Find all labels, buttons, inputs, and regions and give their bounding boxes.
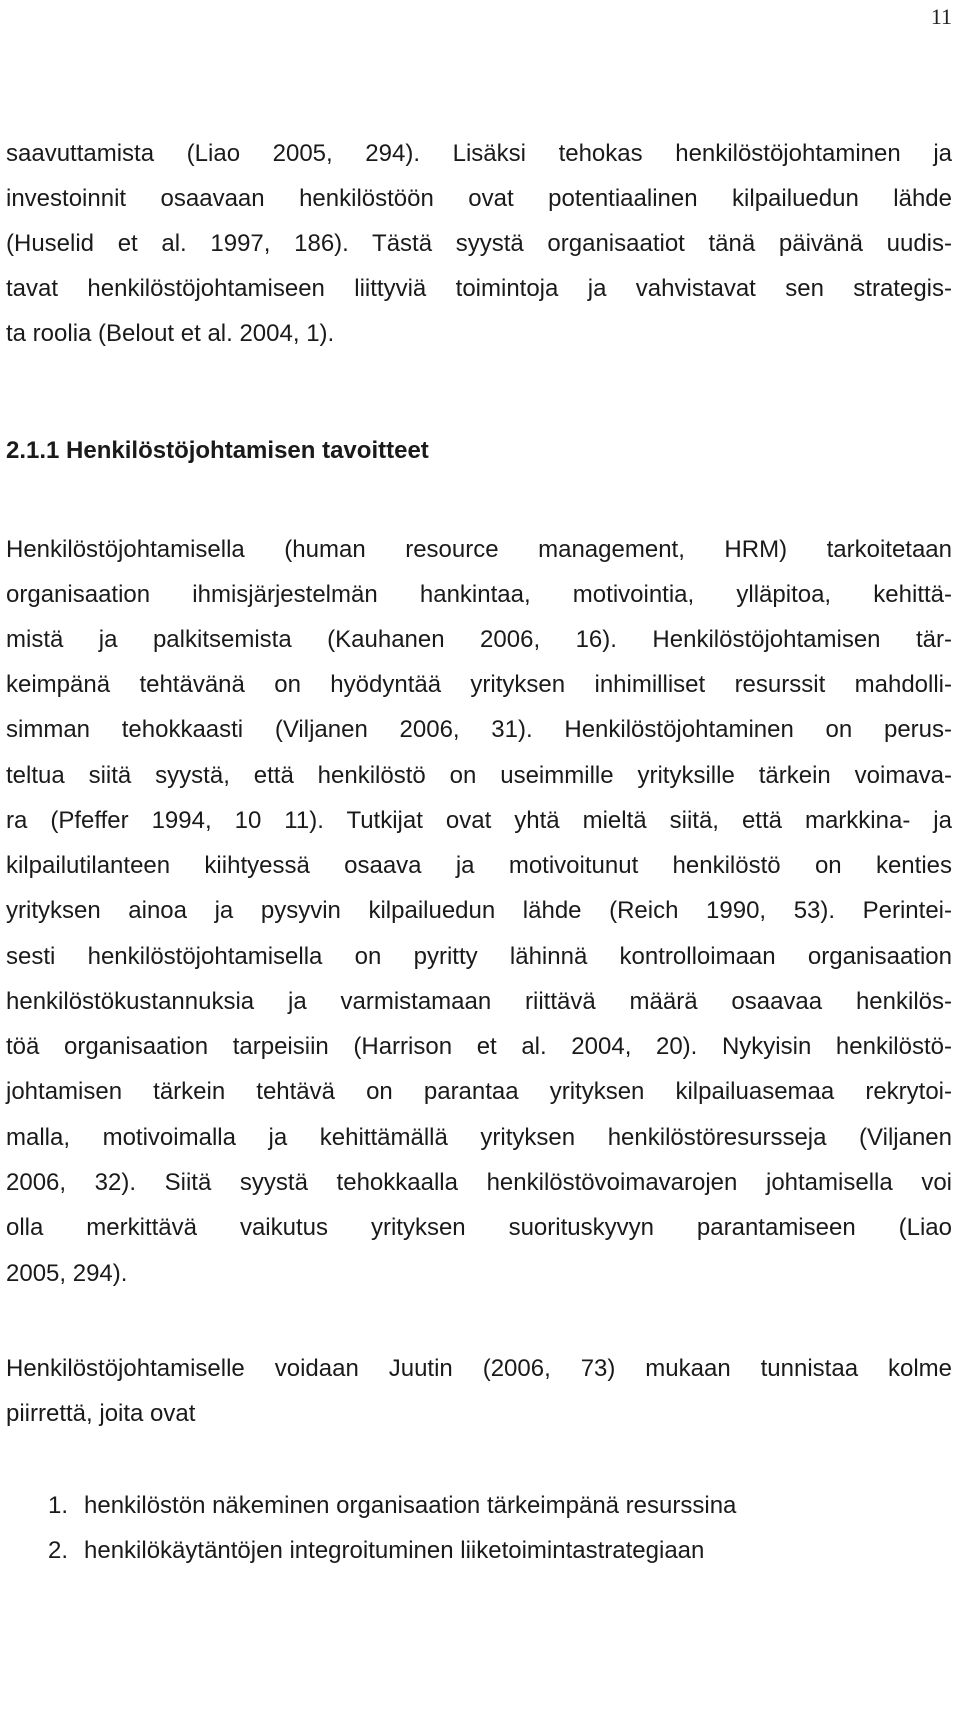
list-item-number: 1. [48,1492,69,1519]
text-line: henkilöstökustannuksia ja varmistamaan riittävä määrä osaavaa henkilös- [6,988,952,1015]
page-number: 11 [930,4,952,29]
section-heading: 2.1.1 Henkilöstöjohtamisen tavoitteet [6,437,429,464]
text-line: ta roolia (Belout et al. 2004, 1). [6,320,335,347]
text-line: keimpänä tehtävänä on hyödyntää yrityksen inhimilliset resurssit mahdolli- [6,671,952,698]
text-line: teltua siitä syystä, että henkilöstö on useimmille yrityksille tärkein voimava- [6,762,952,789]
text-line: 2006, 32). Siitä syystä tehokkaalla henkilöstövoimavarojen johtamisella voi [6,1169,952,1196]
text-line: (Huselid et al. 1997, 186). Tästä syystä organisaatiot tänä päivänä uudis- [6,230,952,257]
text-line: saavuttamista (Liao 2005, 294). Lisäksi tehokas henkilöstöjohtaminen ja [6,140,952,167]
list-item-number: 2. [48,1537,69,1564]
list-item-text: henkilöstön näkeminen organisaation tärkeimpänä resurssina [84,1492,737,1519]
text-line: simman tehokkaasti (Viljanen 2006, 31). Henkilöstöjohtaminen on perus- [6,716,952,743]
text-line: 2005, 294). [6,1260,128,1287]
text-line: mistä ja palkitsemista (Kauhanen 2006, 16). Henkilöstöjohtamisen tär- [6,626,952,653]
text-line: malla, motivoimalla ja kehittämällä yrityksen henkilöstöresursseja (Viljanen [6,1124,952,1151]
text-line: organisaation ihmisjärjestelmän hankintaa, motivointia, ylläpitoa, kehittä- [6,581,952,608]
text-line: investoinnit osaavaan henkilöstöön ovat potentiaalinen kilpailuedun lähde [6,185,952,212]
text-line: piirrettä, joita ovat [6,1400,196,1427]
text-line: yrityksen ainoa ja pysyvin kilpailuedun lähde (Reich 1990, 53). Perintei- [6,897,952,924]
list-item-text: henkilökäytäntöjen integroituminen liiketoimintastrategiaan [84,1537,705,1564]
text-line: Henkilöstöjohtamiselle voidaan Juutin (2006, 73) mukaan tunnistaa kolme [6,1355,952,1382]
text-line: kilpailutilanteen kiihtyessä osaava ja motivoitunut henkilöstö on kenties [6,852,952,879]
text-line: töä organisaation tarpeisiin (Harrison et al. 2004, 20). Nykyisin henkilöstö- [6,1033,952,1060]
text-line: tavat henkilöstöjohtamiseen liittyviä toimintoja ja vahvistavat sen strategis- [6,275,952,302]
text-line: olla merkittävä vaikutus yrityksen suorituskyvyn parantamiseen (Liao [6,1214,952,1241]
text-line: Henkilöstöjohtamisella (human resource management, HRM) tarkoitetaan [6,536,952,563]
text-line: ra (Pfeffer 1994, 10 11). Tutkijat ovat yhtä mieltä siitä, että markkina- ja [6,807,952,834]
text-line: sesti henkilöstöjohtamisella on pyritty lähinnä kontrolloimaan organisaation [6,943,952,970]
text-line: johtamisen tärkein tehtävä on parantaa yrityksen kilpailuasemaa rekrytoi- [6,1078,952,1105]
